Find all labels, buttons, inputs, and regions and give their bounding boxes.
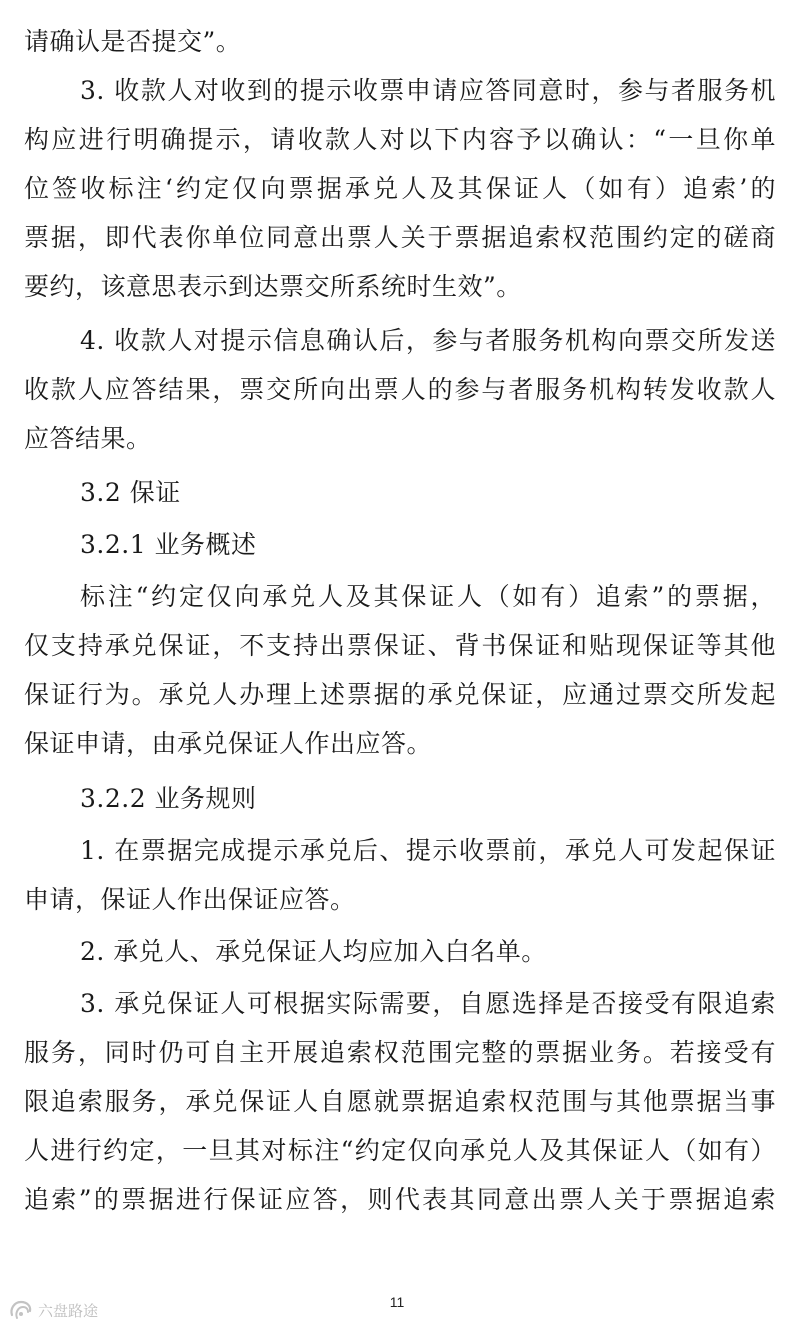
text-line: 票据，即代表你单位同意出票人关于票据追索权范围约定的磋商 [24, 223, 776, 252]
text-line: 保证行为。承兑人办理上述票据的承兑保证，应通过票交所发起 [24, 680, 776, 709]
text-line: 收款人应答结果，票交所向出票人的参与者服务机构转发收款人 [24, 375, 776, 404]
logo-icon [8, 1299, 34, 1321]
text-line: 服务，同时仍可自主开展追索权范围完整的票据业务。若接受有 [24, 1038, 776, 1067]
text-line: 2. 承兑人、承兑保证人均应加入白名单。 [80, 937, 547, 966]
subsection-heading: 3.2.2 业务规则 [80, 784, 257, 813]
text-line: 位签收标注‘约定仅向票据承兑人及其保证人（如有）追索’的 [24, 174, 776, 203]
section-heading: 3.2 保证 [80, 478, 181, 507]
text-line: 1. 在票据完成提示承兑后、提示收票前，承兑人可发起保证 [80, 836, 776, 865]
text-line: 3. 收款人对收到的提示收票申请应答同意时，参与者服务机 [80, 76, 776, 105]
text-line: 仅支持承兑保证，不支持出票保证、背书保证和贴现保证等其他 [24, 631, 776, 660]
text-line: 应答结果。 [24, 424, 152, 453]
text-line: 要约，该意思表示到达票交所系统时生效”。 [24, 272, 522, 301]
text-line: 请确认是否提交”。 [24, 27, 242, 56]
text-line: 保证申请，由承兑保证人作出应答。 [24, 729, 433, 758]
text-line: 构应进行明确提示，请收款人对以下内容予以确认：“一旦你单 [24, 125, 776, 154]
text-line: 限追索服务，承兑保证人自愿就票据追索权范围与其他票据当事 [24, 1087, 776, 1116]
text-line: 标注“约定仅向承兑人及其保证人（如有）追索”的票据， [80, 582, 776, 611]
subsection-heading: 3.2.1 业务概述 [80, 530, 257, 559]
text-line: 申请，保证人作出保证应答。 [24, 885, 356, 914]
watermark [8, 1296, 98, 1324]
page-number: 11 [389, 1294, 405, 1310]
text-line: 4. 收款人对提示信息确认后，参与者服务机构向票交所发送 [80, 326, 776, 355]
text-line: 追索”的票据进行保证应答，则代表其同意出票人关于票据追索 [24, 1185, 776, 1214]
text-line: 3. 承兑保证人可根据实际需要，自愿选择是否接受有限追索 [80, 989, 776, 1018]
text-line: 人进行约定，一旦其对标注“约定仅向承兑人及其保证人（如有） [24, 1136, 776, 1165]
watermark-text: 六盘路途 [38, 1301, 99, 1320]
